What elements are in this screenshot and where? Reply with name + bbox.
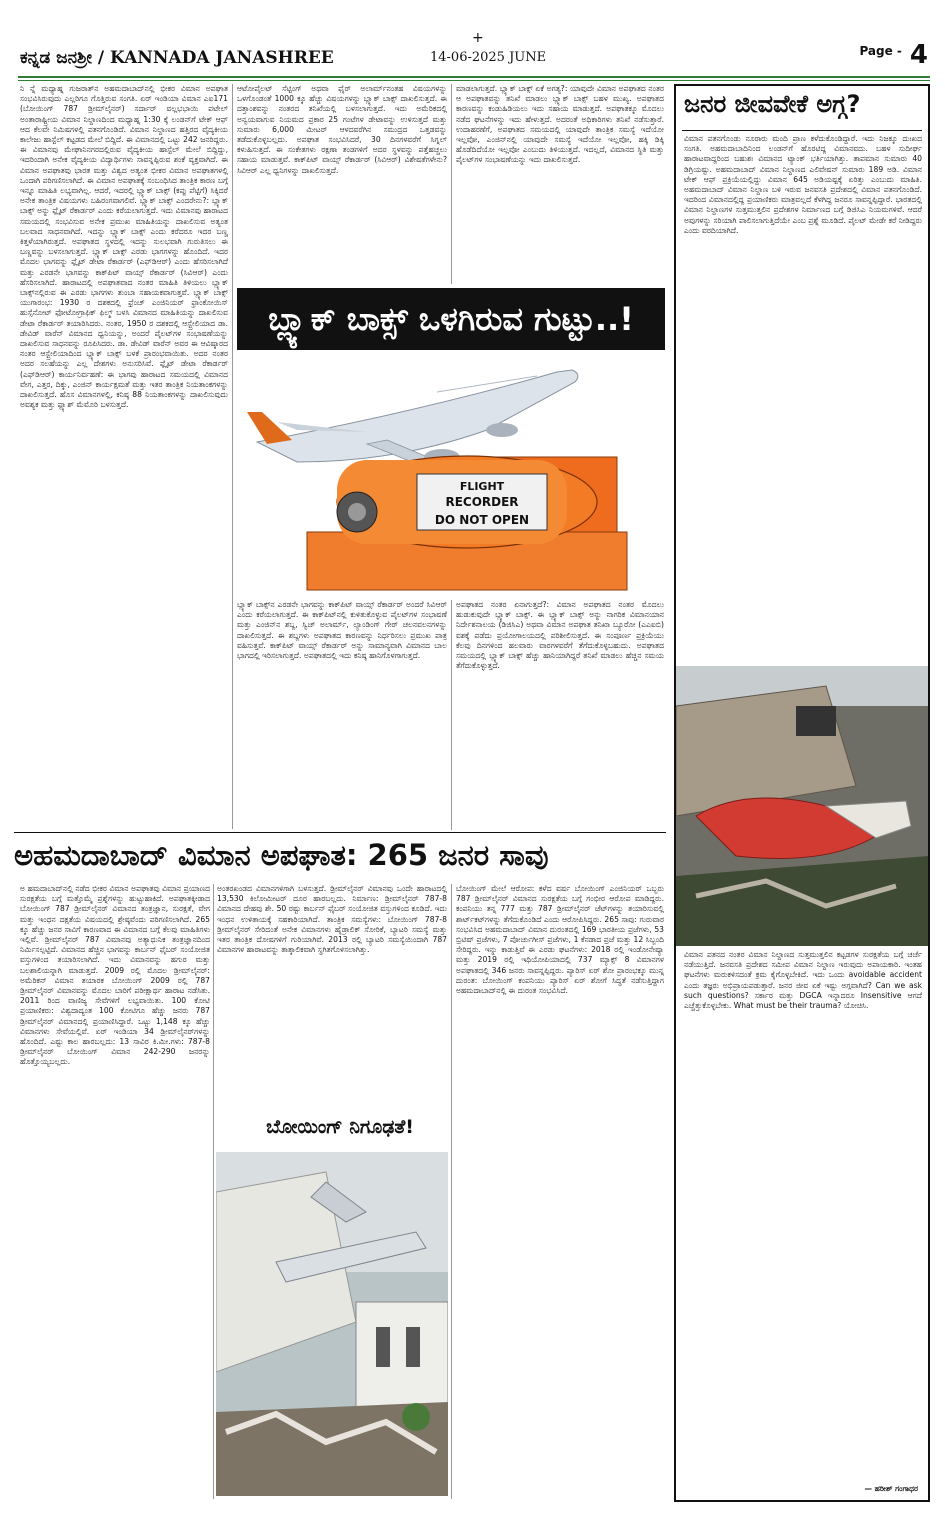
flight-recorder-illustration: [237, 352, 665, 596]
recorder-label-2: RECORDER: [445, 495, 519, 509]
top-story-lower-text-2: ಅಪಘಾತದ ನಂತರ ಏನಾಗುತ್ತದೆ?: ವಿಮಾನ ಅಪಘಾತದ ನಂತರ ಮೊದಲು ಹುಡುಕುವುದೇ ಬ್ಲ್ಯಾಕ್ ಬಾಕ್ಸ್. ಈ ಬ್ಲ್ಯಾಕ್ ಬಾಕ್ಸ್ ಅನ್ನು ನಾಗರಿಕ ವಿಮಾನಯಾನ ನಿರ್ದೇಶನಾಲಯ (ಡಿಜಿಸಿಎ) ಅಥವಾ ವಿಮಾನ ಅಪಘಾತ ತನಿಖಾ ಬ್ಯೂರೋ (ಎಎಐಬಿ) ವಶಕ್ಕೆ ಪಡೆದು ಪ್ರಯೋಗಾಲಯದಲ್ಲಿ ಪರಿಶೀಲಿಸುತ್ತದೆ. ಈ ಸಂಪೂರ್ಣ ಪ್ರಕ್ರಿಯೆಯು ಕೆಲವು ದಿನಗಳಿಂದ ಹಲವಾರು ವಾರಗಳವರೆಗೆ ತೆಗೆದುಕೊಳ್ಳಬಹುದು. ಅಪಘಾತದ ಸಮಯದಲ್ಲಿ ಬ್ಲ್ಯಾಕ್ ಬಾಕ್ಸ್ ಹೆಚ್ಚು ಹಾನಿಯಾಗಿದ್ದರೆ ತನಿಖೆ ಮಾಡಲು ಹೆಚ್ಚಿನ ಸಮಯ ತೆಗೆದುಕೊಳ್ಳುತ್ತದೆ.: [456, 600, 664, 671]
section-rule: [14, 832, 666, 833]
sidebar-title-rule: [682, 130, 922, 131]
opinion-sidebar: [674, 84, 930, 1502]
sidebar-column-top: [684, 134, 922, 664]
top-story-column-1: [20, 84, 228, 829]
top-story-lower-column-2: [456, 600, 664, 830]
author-signature: — ಹರೀಶ್ ಗಂಗಾಧರ: [864, 1484, 918, 1493]
column-divider: [451, 600, 452, 830]
main-headline: ಅಹಮದಾಬಾದ್ ವಿಮಾನ ಅಪಘಾತ: 265 ಜನರ ಸಾವು: [14, 838, 549, 872]
boeing-headline: ಬೋಯಿಂಗ್ ನಿಗೂಢತೆ!: [266, 1116, 414, 1138]
main-story-column-2: [217, 884, 447, 1112]
issue-date: 14-06-2025 JUNE: [430, 50, 547, 65]
top-story-text-2: ಆಟೋಪೈಲಟ್ ಸೆಟ್ಟಿಂಗ್ ಅಥವಾ ಫೈರ್ ಅಲಾರ್ಮ್‌ನಂತಹ ವಿಷಯಗಳನ್ನು ಒಳಗೊಂಡಂತೆ 1000 ಕ್ಕೂ ಹೆಚ್ಚು ವಿಷಯಗಳನ್ನು ಬ್ಲ್ಯಾಕ್ ಬಾಕ್ಸ್ ದಾಖಲಿಸುತ್ತದೆ. ಈ ದತ್ತಾಂಶವನ್ನು ನಂತರದ ತನಿಖೆಯಲ್ಲಿ ಬಳಸಲಾಗುತ್ತದೆ. ಇದು ಅಮೆರಿಕದಲ್ಲಿ ಅನ್ವಯವಾಗುವ ನಿಯಮದ ಪ್ರಕಾರ 25 ಗಂಟೆಗಳ ಡೇಟಾವನ್ನು ಉಳಿಸುತ್ತದೆ ಮತ್ತು ಸುಮಾರು 6,000 ಮೀಟರ್ ಆಳದವರೆಗಿನ ಸಮುದ್ರದ ಒತ್ತಡವನ್ನು ತಡೆದುಕೊಳ್ಳಬಲ್ಲದು. ಅಪಘಾತ ಸಂಭವಿಸಿದರೆ, 30 ದಿನಗಳವರೆಗೆ ಸಿಗ್ನಲ್ ಕಳುಹಿಸುತ್ತದೆ. ಈ ಸಂಕೇತಗಳು ರಕ್ಷಣಾ ತಂಡಗಳಿಗೆ ಅದರ ಸ್ಥಳವನ್ನು ಪತ್ತೆಹಚ್ಚಲು ಸಹಾಯ ಮಾಡುತ್ತವೆ. ಕಾಕ್‌ಪಿಟ್ ವಾಯ್ಸ್ ರೆಕಾರ್ಡರ್ (ಸಿವಿಆರ್) ವಿಶೇಷತೆಗಳೇನು? ಸಿವಿಆರ್ ಎಲ್ಲ ಧ್ವನಿಗಳನ್ನು ದಾಖಲಿಸುತ್ತದೆ.: [237, 84, 447, 175]
recorder-label-1: FLIGHT: [459, 480, 505, 493]
page-number: 4: [909, 40, 928, 70]
main-story-text-3: ಬೋಯಿಂಗ್ ಮೇಲೆ ಆರೋಪ: ಕಳೆದ ವರ್ಷ ಬೋಯಿಂಗ್ ಎಂಜಿನಿಯರ್ ಒಬ್ಬರು 787 ಡ್ರೀಮ್‌ಲೈನರ್ ವಿಮಾನದ ಸುರಕ್ಷತೆಯ ಬಗ್ಗೆ ಗಂಭೀರ ಆರೋಪ ಮಾಡಿದ್ದರು. ಕಂಪನಿಯು ತನ್ನ 777 ಮತ್ತು 787 ಡ್ರೀಮ್‌ಲೈನರ್ ಜೆಟ್‌ಗಳನ್ನು ತಯಾರಿಸುವಲ್ಲಿ ಶಾರ್ಟ್‌ಕಟ್‌ಗಳನ್ನು ತೆಗೆದುಕೊಂಡಿದೆ ಎಂದು ಆರೋಪಿಸಿದ್ದರು. 265 ಸಾವು: ಗುರುವಾರ ಸಂಭವಿಸಿದ ಅಹಮದಾಬಾದ್ ವಿಮಾನ ದುರಂತದಲ್ಲಿ 169 ಭಾರತೀಯ ಪ್ರಜೆಗಳು, 53 ಬ್ರಿಟಿಷ್ ಪ್ರಜೆಗಳು, 7 ಪೋರ್ಚುಗೀಸ್ ಪ್ರಜೆಗಳು, 1 ಕೆನಡಾದ ಪ್ರಜೆ ಮತ್ತು 12 ಸಿಬ್ಬಂದಿ ಸೇರಿದ್ದರು. ಇನ್ನು ಕಾಡುತ್ತಿವೆ ಈ ಎರಡು ಘಟನೆಗಳು: 2018 ರಲ್ಲಿ ಇಂಡೋನೇಷ್ಯಾ ಮತ್ತು 2019 ರಲ್ಲಿ ಇಥಿಯೋಪಿಯಾದಲ್ಲಿ 737 ಮ್ಯಾಕ್ಸ್ 8 ವಿಮಾನಗಳ ಅಪಘಾತದಲ್ಲಿ 346 ಜನರು ಸಾವನ್ನಪ್ಪಿದ್ದರು. ಪ್ಯಾರಿಸ್ ಏರ್ ಶೋ ಪ್ರಾರಂಭಕ್ಕೂ ಮುನ್ನ ದುರಂತ: ಬೋಯಿಂಗ್ ಕಂಪನಿಯು ಪ್ಯಾರಿಸ್ ಏರ್ ಶೋಗೆ ಸಿದ್ಧತೆ ನಡೆಸುತ್ತಿದ್ದಾಗ ಅಹಮದಾಬಾದ್‌ನಲ್ಲಿ ಈ ದುರಂತ ಸಂಭವಿಸಿದೆ.: [456, 884, 664, 996]
masthead-rule-thin: [18, 80, 930, 81]
main-story-column-3: [456, 884, 664, 1499]
flight-recorder-photo: [237, 352, 665, 596]
top-story-text-3: ಮಾಡಲಾಗುತ್ತದೆ. ಬ್ಲ್ಯಾಕ್ ಬಾಕ್ಸ್ ಏಕೆ ಅಗತ್ಯ?: ಯಾವುದೇ ವಿಮಾನ ಅಪಘಾತದ ನಂತರ ಆ ಅಪಘಾತವನ್ನು ತನಿಖೆ ಮಾಡಲು ಬ್ಲ್ಯಾಕ್ ಬಾಕ್ಸ್ ಬಹಳ ಮುಖ್ಯ. ಅಪಘಾತದ ಕಾರಣವನ್ನು ಕಂಡುಹಿಡಿಯಲು ಇದು ಸಹಾಯ ಮಾಡುತ್ತದೆ. ಅಪಘಾತಕ್ಕೂ ಮೊದಲು ನಡೆದ ಘಟನೆಗಳನ್ನು ಇದು ಹೇಳುತ್ತದೆ. ಅದರಂತೆ ಅಧಿಕಾರಿಗಳು ತನಿಖೆ ನಡೆಸುತ್ತಾರೆ. ಉದಾಹರಣೆಗೆ, ಅಪಘಾತದ ಸಮಯದಲ್ಲಿ ಯಾವುದೇ ತಾಂತ್ರಿಕ ಸಮಸ್ಯೆ ಇದೆಯೋ ಇಲ್ಲವೋ, ಎಂಜಿನ್‌ನಲ್ಲಿ ಯಾವುದೇ ಸಮಸ್ಯೆ ಇದೆಯೋ ಇಲ್ಲವೋ, ಹಕ್ಕಿ ಡಿಕ್ಕಿ ಹೊಡೆದಿದೆಯೋ ಇಲ್ಲವೋ ಎಂಬುದು ತಿಳಿಯುತ್ತದೆ. ಇದಲ್ಲದೆ, ವಿಮಾನದ ಸ್ಥಿತಿ ಮತ್ತು ಪೈಲಟ್‌ಗಳ ಸಂಭಾಷಣೆಯನ್ನು ಇದು ದಾಖಲಿಸುತ್ತದೆ.: [456, 84, 664, 165]
column-divider: [213, 884, 214, 1499]
column-divider: [451, 84, 452, 284]
black-box-headline: ಬ್ಲ್ಯಾಕ್ ಬಾಕ್ಸ್ ಒಳಗಿರುವ ಗುಟ್ಟು..!: [237, 288, 665, 350]
page-indicator: [859, 40, 928, 70]
wreckage-photo: [676, 666, 928, 946]
column-divider: [232, 84, 233, 829]
page-label: Page -: [859, 44, 902, 58]
main-story-column-1: [20, 884, 210, 1499]
recorder-label-3: DO NOT OPEN: [434, 513, 530, 527]
top-story-lower-column-1: [237, 600, 447, 830]
column-divider: [451, 884, 452, 1499]
crash-site-photo: [216, 1152, 448, 1496]
sidebar-title: ಜನರ ಜೀವವೇಕೆ ಅಗ್ಗ?: [684, 90, 861, 118]
crash-site-illustration: [216, 1152, 448, 1496]
top-story-column-3: [456, 84, 664, 284]
top-story-text-1: ನಿ ನ್ನೆ ಮಧ್ಯಾಹ್ನ ಗುಜರಾತ್‌ನ ಅಹಮದಾಬಾದ್‌ನಲ್ಲಿ ಭೀಕರ ವಿಮಾನ ಅಪಘಾತ ಸಂಭವಿಸಿರುವುದು ಎಲ್ಲರಿಗೂ ಗೊತ್ತಿರುವ ಸಂಗತಿ. ಏರ್ ಇಂಡಿಯಾ ವಿಮಾನ ಎಐ171 (ಬೋಯಿಂಗ್ 787 ಡ್ರೀಮ್‌ಲೈನರ್) ಸರ್ದಾರ್ ವಲ್ಲಭಭಾಯಿ ಪಟೇಲ್ ಅಂತಾರಾಷ್ಟ್ರೀಯ ವಿಮಾನ ನಿಲ್ದಾಣದಿಂದ ಮಧ್ಯಾಹ್ನ 1:30 ಕ್ಕೆ ಲಂಡನ್‌ಗೆ ಟೇಕ್ ಆಫ್ ಆದ ಕೆಲವೇ ನಿಮಿಷಗಳಲ್ಲಿ ಪತನಗೊಂಡಿದೆ. ವಿಮಾನ ನಿಲ್ದಾಣದ ಹತ್ತಿರದ ವೈದ್ಯಕೀಯ ಕಾಲೇಜು ಹಾಸ್ಟೆಲ್ ಕಟ್ಟಡದ ಮೇಲೆ ಬಿದ್ದಿದೆ. ಈ ವಿಮಾನದಲ್ಲಿ ಒಟ್ಟು 242 ಜನರಿದ್ದರು. ಈ ವಿಮಾನವು ಮೇಘಾನಿನಗರದಲ್ಲಿರುವ ವೈದ್ಯಕೀಯ ಹಾಸ್ಟೆಲ್ ಮೇಲೆ ಬಿದ್ದಿದ್ದು, ಇದರಿಂದಾಗಿ ಅನೇಕ ವೈದ್ಯಕೀಯ ವಿದ್ಯಾರ್ಥಿಗಳು ಸಾವನ್ನಪ್ಪಿರುವ ಶಂಕೆ ವ್ಯಕ್ತವಾಗಿದೆ. ಈ ವಿಮಾನ ಅಪಘಾತವು ಭಾರತ ಮತ್ತು ವಿಶ್ವದ ಅತ್ಯಂತ ಭೀಕರ ವಿಮಾನ ಅಪಘಾತಗಳಲ್ಲಿ ಒಂದಾಗಿ ಪರಿಗಣಿಸಲಾಗಿದೆ. ಈ ವಿಮಾನ ಅಪಘಾತಕ್ಕೆ ಸಂಬಂಧಿಸಿದ ತಾಂತ್ರಿಕ ಕಾರಣ ಬಗ್ಗೆ ಇನ್ನೂ ಮಾಹಿತಿ ಲಭ್ಯವಾಗಿಲ್ಲ. ಆದರೆ, ಇದರಲ್ಲಿ ಬ್ಲ್ಯಾಕ್ ಬಾಕ್ಸ್ (ಕಪ್ಪು ಪೆಟ್ಟಿಗೆ) ಸಿಕ್ಕಿದರೆ ಅನೇಕ ತಾಂತ್ರಿಕ ವಿಷಯಗಳು ಬಹಿರಂಗವಾಗಲಿವೆ. ಬ್ಲ್ಯಾಕ್ ಬಾಕ್ಸ್ ಎಂದರೇನು?: ಬ್ಲ್ಯಾಕ್ ಬಾಕ್ಸ್ ಅನ್ನು ಫ್ಲೈಟ್ ರೆಕಾರ್ಡರ್ ಎಂದು ಕರೆಯಲಾಗುತ್ತದೆ. ಇದು ವಿಮಾನವು ಹಾರಾಟದ ಸಮಯದಲ್ಲಿ ಸಂಭವಿಸುವ ಅನೇಕ ಪ್ರಮುಖ ಮಾಹಿತಿಯನ್ನು ದಾಖಲಿಸುವ ಅತ್ಯಂತ ಬಲವಾದ ಸಾಧನವಾಗಿದೆ. ಇದನ್ನು ಬ್ಲ್ಯಾಕ್ ಬಾಕ್ಸ್ ಎಂದು ಕರೆದರೂ ಇದರ ಬಣ್ಣ ಕಿತ್ತಳೆಯಾಗಿರುತ್ತದೆ. ಅಪಘಾತದ ಸ್ಥಳದಲ್ಲಿ ಇದನ್ನು ಸುಲಭವಾಗಿ ಗುರುತಿಸಲು ಈ ಬಣ್ಣವನ್ನು ಬಳಸಲಾಗುತ್ತದೆ. ಬ್ಲ್ಯಾಕ್ ಬಾಕ್ಸ್ ಎರಡು ಭಾಗಗಳನ್ನು ಹೊಂದಿದೆ. ಇದರ ಮೊದಲ ಭಾಗವನ್ನು ಫ್ಲೈಟ್ ಡೇಟಾ ರೆಕಾರ್ಡರ್ (ಎಫ್‌ಡಿಆರ್) ಎಂದು ಹೆಸರಿಸಲಾಗಿದೆ ಮತ್ತು ಎರಡನೇ ಭಾಗವನ್ನು ಕಾಕ್‌ಪಿಟ್ ವಾಯ್ಸ್ ರೆಕಾರ್ಡರ್ (ಸಿವಿಆರ್) ಎಂದು ಹೆಸರಿಸಲಾಗಿದೆ. ಹಾರಾಟದಲ್ಲಿ ಅಪಘಾತವಾದ ನಂತರ ಮಾಹಿತಿ ತಿಳಿಯಲು ಬ್ಲ್ಯಾಕ್ ಬಾಕ್ಸ್‌ನಲ್ಲಿರುವ ಈ ಎರಡು ಭಾಗಗಳು ತುಂಬಾ ಸಹಾಯಕವಾಗುತ್ತವೆ. ಬ್ಲ್ಯಾಕ್ ಬಾಕ್ಸ್ ಯುಗಾರಂಭ: 1930 ರ ದಶಕದಲ್ಲಿ ಫ್ರೆಂಚ್ ಎಂಜಿನಿಯರ್ ಫ್ರಾಂಕೋಯಿಸ್ ಹುಸ್ಸೆನೋಟ್ ಫೋಟೋಗ್ರಾಫಿಕ್ ಫಿಲ್ಮ್ ಬಳಸಿ ವಿಮಾನದ ಮಾಹಿತಿಯನ್ನು ದಾಖಲಿಸುವ ಡೇಟಾ ರೆಕಾರ್ಡರ್ ತಯಾರಿಸಿದರು. ನಂತರ, 1950 ರ ದಶಕದಲ್ಲಿ ಆಸ್ಟ್ರೇಲಿಯಾದ ಡಾ. ಡೇವಿಡ್ ವಾರೆನ್ ವಿಮಾನದ ಧ್ವನಿಯನ್ನು, ಅಂದರೆ ಪೈಲಟ್‌ಗಳ ಸಂಭಾಷಣೆಯನ್ನು ದಾಖಲಿಸುವ ಸಾಧನವನ್ನು ರೂಪಿಸಿದರು. ಡಾ. ಡೇವಿಡ್ ವಾರೆನ್ ಅವರ ಈ ಆವಿಷ್ಕಾರದ ನಂತರ ಆಸ್ಟ್ರೇಲಿಯಾದಿಂದ ಬ್ಲ್ಯಾಕ್ ಬಾಕ್ಸ್ ಬಳಕೆ ಪ್ರಾರಂಭವಾಯಿತು. ಅದರ ನಂತರ ಅದರ ಸಲಹೆಯನ್ನು ಎಲ್ಲ ದೇಶಗಳು ಅನುಸರಿಸಿವೆ. ಫ್ಲೈಟ್ ಡೇಟಾ ರೆಕಾರ್ಡರ್ (ಎಫ್‌ಡಿಆರ್) ಕಾರ್ಯನಿರ್ವಹಣೆ: ಈ ಭಾಗವು ಹಾರಾಟದ ಸಮಯದಲ್ಲಿ ವಿಮಾನದ ವೇಗ, ಎತ್ತರ, ದಿಕ್ಕು, ಎಂಜಿನ್ ಕಾರ್ಯಕ್ಷಮತೆ ಮತ್ತು ಇತರ ತಾಂತ್ರಿಕ ನಿಯತಾಂಕಗಳನ್ನು ದಾಖಲಿಸುತ್ತದೆ. ಹೊಸ ವಿಮಾನಗಳಲ್ಲಿ, ಕನಿಷ್ಠ 88 ನಿಯತಾಂಕಗಳನ್ನು ದಾಖಲಿಸುವುದು ಅವಶ್ಯಕ ಮತ್ತು ಫ್ಲ್ಯಾಶ್ ಮೆಮೊರಿ ಬಳಸುತ್ತದೆ.: [20, 84, 228, 410]
crop-mark-icon: +: [472, 30, 484, 46]
masthead: [20, 30, 928, 76]
masthead-rule: [18, 76, 930, 78]
sidebar-text-bottom: ವಿಮಾನ ಪತನದ ನಂತರ ವಿಮಾನ ನಿಲ್ದಾಣದ ಸುತ್ತಮುತ್ತಲಿನ ಕಟ್ಟಡಗಳ ಸುರಕ್ಷತೆಯ ಬಗ್ಗೆ ಚರ್ಚೆ ನಡೆಯುತ್ತಿದೆ. ಜನವಸತಿ ಪ್ರದೇಶದ ಸಮೀಪ ವಿಮಾನ ನಿಲ್ದಾಣ ಇರುವುದು ಅಪಾಯಕಾರಿ. ಇಂತಹ ಘಟನೆಗಳು ಮರುಕಳಿಸದಂತೆ ಕ್ರಮ ಕೈಗೊಳ್ಳಬೇಕಿದೆ. ಇದು ಒಂದು avoidable accident ಎಂದು ತಜ್ಞರು ಅಭಿಪ್ರಾಯಪಡುತ್ತಾರೆ. ಜನರ ಜೀವ ಏಕೆ ಇಷ್ಟು ಅಗ್ಗವಾಗಿದೆ? Can we ask such questions? ಸರ್ಕಾರ ಮತ್ತು DGCA ಇನ್ನಾದರೂ Insensitive ಆಗದೆ ಎಚ್ಚೆತ್ತುಕೊಳ್ಳಬೇಕು. What must be their trauma? ಯೋಚಿಸಿ.: [684, 950, 922, 1011]
wreckage-illustration: [676, 666, 928, 946]
main-story-text-1: ಅ ಹಮದಾಬಾದ್‌ನಲ್ಲಿ ನಡೆದ ಭೀಕರ ವಿಮಾನ ಅಪಘಾತವು ವಿಮಾನ ಪ್ರಯಾಣದ ಸುರಕ್ಷತೆಯ ಬಗ್ಗೆ ಮತ್ತೊಮ್ಮೆ ಪ್ರಶ್ನೆಗಳನ್ನು ಹುಟ್ಟುಹಾಕಿದೆ. ಅಪಘಾತಕ್ಕೀಡಾದ ಬೋಯಿಂಗ್ 787 ಡ್ರೀಮ್‌ಲೈನರ್ ವಿಮಾನದ ತಂತ್ರಜ್ಞಾನ, ಸುರಕ್ಷತೆ, ವೇಗ ಮತ್ತು ಇಂಧನ ದಕ್ಷತೆಯ ವಿಷಯದಲ್ಲಿ ಶ್ರೇಷ್ಠವೆಂದು ಪರಿಗಣಿಸಲಾಗಿದೆ. 265 ಕ್ಕೂ ಹೆಚ್ಚು ಜನರ ಸಾವಿಗೆ ಕಾರಣವಾದ ಈ ವಿಮಾನದ ಬಗ್ಗೆ ಕೆಲವು ಮಾಹಿತಿಗಳು ಇಲ್ಲಿವೆ. ಡ್ರೀಮ್‌ಲೈನರ್ 787 ವಿಮಾನವು ಅತ್ಯಾಧುನಿಕ ತಂತ್ರಜ್ಞಾನದಿಂದ ನಿರ್ಮಿಸಲ್ಪಟ್ಟಿದೆ. ವಿಮಾನದ ಹೆಚ್ಚಿನ ಭಾಗವನ್ನು ಕಾರ್ಬನ್ ಫೈಬರ್ ಸಂಯೋಜಿತ ವಸ್ತುಗಳಿಂದ ತಯಾರಿಸಲಾಗಿದೆ. ಇದು ವಿಮಾನವನ್ನು ಹಗುರ ಮತ್ತು ಬಲಶಾಲಿಯನ್ನಾಗಿ ಮಾಡುತ್ತದೆ. 2009 ರಲ್ಲಿ ಮೊದಲ ಡ್ರೀಮ್‌ಲೈನರ್: ಅಮೆರಿಕನ್ ವಿಮಾನ ತಯಾರಕ ಬೋಯಿಂಗ್ 2009 ರಲ್ಲಿ 787 ಡ್ರೀಮ್‌ಲೈನರ್ ವಿಮಾನವನ್ನು ಮೊದಲ ಬಾರಿಗೆ ಪರೀಕ್ಷಾರ್ಥ ಹಾರಾಟ ನಡೆಸಿತು. 2011 ರಿಂದ ವಾಣಿಜ್ಯ ಸೇವೆಗಳಿಗೆ ಲಭ್ಯವಾಯಿತು. 100 ಕೋಟಿ ಪ್ರಯಾಣಿಕರು: ವಿಶ್ವದಾದ್ಯಂತ 100 ಕೋಟಿಗೂ ಹೆಚ್ಚು ಜನರು 787 ಡ್ರೀಮ್‌ಲೈನರ್ ವಿಮಾನದಲ್ಲಿ ಪ್ರಯಾಣಿಸಿದ್ದಾರೆ. ಒಟ್ಟು 1,148 ಕ್ಕೂ ಹೆಚ್ಚು ವಿಮಾನಗಳು ಸೇವೆಯಲ್ಲಿವೆ. ಏರ್ ಇಂಡಿಯಾ 34 ಡ್ರೀಮ್‌ಲೈನರ್‌ಗಳನ್ನು ಹೊಂದಿದೆ. ಎಷ್ಟು ಕಾಲ ಹಾರಬಲ್ಲದು: 13 ಸಾವಿರ ಕಿ.ಮೀ.ಗಳು: 787-8 ಡ್ರೀಮ್‌ಲೈನರ್ ಬೋಯಿಂಗ್ ವಿಮಾನ 242-290 ಜನರನ್ನು ಹೊತ್ತೊಯ್ಯಬಲ್ಲದು.: [20, 884, 210, 1067]
flight-recorder-icon: [307, 456, 627, 590]
newspaper-title: ಕನ್ನಡ ಜನಶ್ರೀ / KANNADA JANASHREE: [20, 48, 334, 68]
sidebar-column-bottom: [684, 950, 922, 1470]
top-story-column-2: [237, 84, 447, 284]
sidebar-text-top: ವಿಮಾನ ಪತನಗೊಂಡು ನೂರಾರು ಮಂದಿ ಪ್ರಾಣ ಕಳೆದುಕೊಂಡಿದ್ದಾರೆ. ಇದು ನಿಜಕ್ಕೂ ದುಃಖದ ಸಂಗತಿ. ಅಹಮದಾಬಾದಿನಿಂದ ಲಂಡನ್‌ಗೆ ಹೊರಟಿದ್ದ ವಿಮಾನವದು. ಬಹಳ ಸುದೀರ್ಘ ಹಾರಾಟವಾದ್ದರಿಂದ ಬಹುಶಃ ವಿಮಾನದ ಟ್ಯಾಂಕ್ ಭರ್ತಿಯಾಗಿತ್ತು. ತಾಪಮಾನ ಸುಮಾರು 40 ಡಿಗ್ರಿಯಷ್ಟು. ಅಹಮದಾಬಾದ್ ವಿಮಾನ ನಿಲ್ದಾಣದ ಎಲಿವೇಷನ್ ಸುಮಾರು 189 ಅಡಿ. ವಿಮಾನ ಟೇಕ್ ಆಫ್ ಪ್ರಕ್ರಿಯೆಯಲ್ಲಿದ್ದು ವಿಮಾನ 645 ಅಡಿಯಷ್ಟಕ್ಕೆ ಏರಿತ್ತು ಎಂಬುದು ಮಾಹಿತಿ. ಅಹಮದಾಬಾದ್ ವಿಮಾನ ನಿಲ್ದಾಣ ಬಳಿ ಇರುವ ಜನವಸತಿ ಪ್ರದೇಶದಲ್ಲಿ ವಿಮಾನ ಪತನಗೊಂಡಿದೆ. ಇದರಿಂದ ವಿಮಾನದಲ್ಲಿದ್ದ ಪ್ರಯಾಣಿಕರು ಮಾತ್ರವಲ್ಲದೆ ಕೆಳಗಿದ್ದ ಜನರೂ ಸಾವನ್ನಪ್ಪಿದ್ದಾರೆ. ಭಾರತದಲ್ಲಿ ವಿಮಾನ ನಿಲ್ದಾಣಗಳ ಸುತ್ತಮುತ್ತಲಿನ ಪ್ರದೇಶಗಳ ನಿರ್ಮಾಣದ ಬಗ್ಗೆ ಡಿಜಿಸಿಎ ನಿಯಮಗಳಿವೆ. ಆದರೆ ಅವುಗಳನ್ನು ಸರಿಯಾಗಿ ಪಾಲಿಸಲಾಗುತ್ತಿದೆಯೇ ಎಂಬ ಪ್ರಶ್ನೆ ಮೂಡಿದೆ. ಪೈಲಟ್ ಮೇಡೇ ಕರೆ ನೀಡಿದ್ದರು ಎಂದು ವರದಿಯಾಗಿದೆ.: [684, 134, 922, 235]
main-story-text-2: ಅಂತರಖಂಡದ ವಿಮಾನಗಳಿಗಾಗಿ ಬಳಸುತ್ತದೆ. ಡ್ರೀಮ್‌ಲೈನರ್ ವಿಮಾನವು ಒಂದೇ ಹಾರಾಟದಲ್ಲಿ 13,530 ಕಿಲೋಮೀಟರ್ ದೂರ ಹಾರಬಲ್ಲದು. ನಿರ್ಮಾಣ: ಡ್ರೀಮ್‌ಲೈನರ್ 787-8 ವಿಮಾನದ ದೇಹವು ಶೇ. 50 ರಷ್ಟು ಕಾರ್ಬನ್ ಫೈಬರ್ ಸಂಯೋಜಿತ ವಸ್ತುಗಳಿಂದ ಕೂಡಿದೆ. ಇದು ಇಂಧನ ಉಳಿತಾಯಕ್ಕೆ ಸಹಕಾರಿಯಾಗಿದೆ. ತಾಂತ್ರಿಕ ಸಮಸ್ಯೆಗಳು: ಬೋಯಿಂಗ್ 787-8 ಡ್ರೀಮ್‌ಲೈನರ್ ಸೇರಿದಂತೆ ಅನೇಕ ವಿಮಾನಗಳು ಹೈಡ್ರಾಲಿಕ್ ಸೋರಿಕೆ, ಬ್ಯಾಟರಿ ಸಮಸ್ಯೆ ಮತ್ತು ಇತರ ತಾಂತ್ರಿಕ ದೋಷಗಳಿಗೆ ಗುರಿಯಾಗಿವೆ. 2013 ರಲ್ಲಿ ಬ್ಯಾಟರಿ ಸಮಸ್ಯೆಯಿಂದಾಗಿ 787 ವಿಮಾನಗಳ ಹಾರಾಟವನ್ನು ತಾತ್ಕಾಲಿಕವಾಗಿ ಸ್ಥಗಿತಗೊಳಿಸಲಾಗಿತ್ತು.: [217, 884, 447, 955]
top-story-lower-text-1: ಬ್ಲ್ಯಾಕ್ ಬಾಕ್ಸ್‌ನ ಎರಡನೇ ಭಾಗವನ್ನು ಕಾಕ್‌ಪಿಟ್ ವಾಯ್ಸ್ ರೆಕಾರ್ಡರ್ ಅಂದರೆ ಸಿವಿಆರ್ ಎಂದು ಕರೆಯಲಾಗುತ್ತದೆ. ಈ ಕಾಕ್‌ಪಿಟ್‌ನಲ್ಲಿ ಕುಳಿತುಕೊಳ್ಳುವ ಪೈಲಟ್‌ಗಳ ಸಂಭಾಷಣೆ ಮತ್ತು ಎಂಜಿನ್‌ನ ಶಬ್ದ, ಸ್ವಿಚ್ ಅಲಾರ್ಮ್, ಲ್ಯಾಂಡಿಂಗ್ ಗೇರ್ ಚಲನವಲನಗಳನ್ನು ದಾಖಲಿಸುತ್ತದೆ. ಈ ಶಬ್ದಗಳು ಅಪಘಾತದ ಕಾರಣವನ್ನು ನಿರ್ಧರಿಸಲು ಪ್ರಮುಖ ಪಾತ್ರ ವಹಿಸುತ್ತವೆ. ಕಾಕ್‌ಪಿಟ್ ವಾಯ್ಸ್ ರೆಕಾರ್ಡರ್ ಅನ್ನು ಸಾಮಾನ್ಯವಾಗಿ ವಿಮಾನದ ಬಾಲ ಭಾಗದಲ್ಲಿ ಇರಿಸಲಾಗುತ್ತದೆ. ಅಪಘಾತದಲ್ಲಿ ಇದು ಕನಿಷ್ಠ ಹಾನಿಗೊಳಗಾಗುತ್ತದೆ.: [237, 600, 447, 661]
